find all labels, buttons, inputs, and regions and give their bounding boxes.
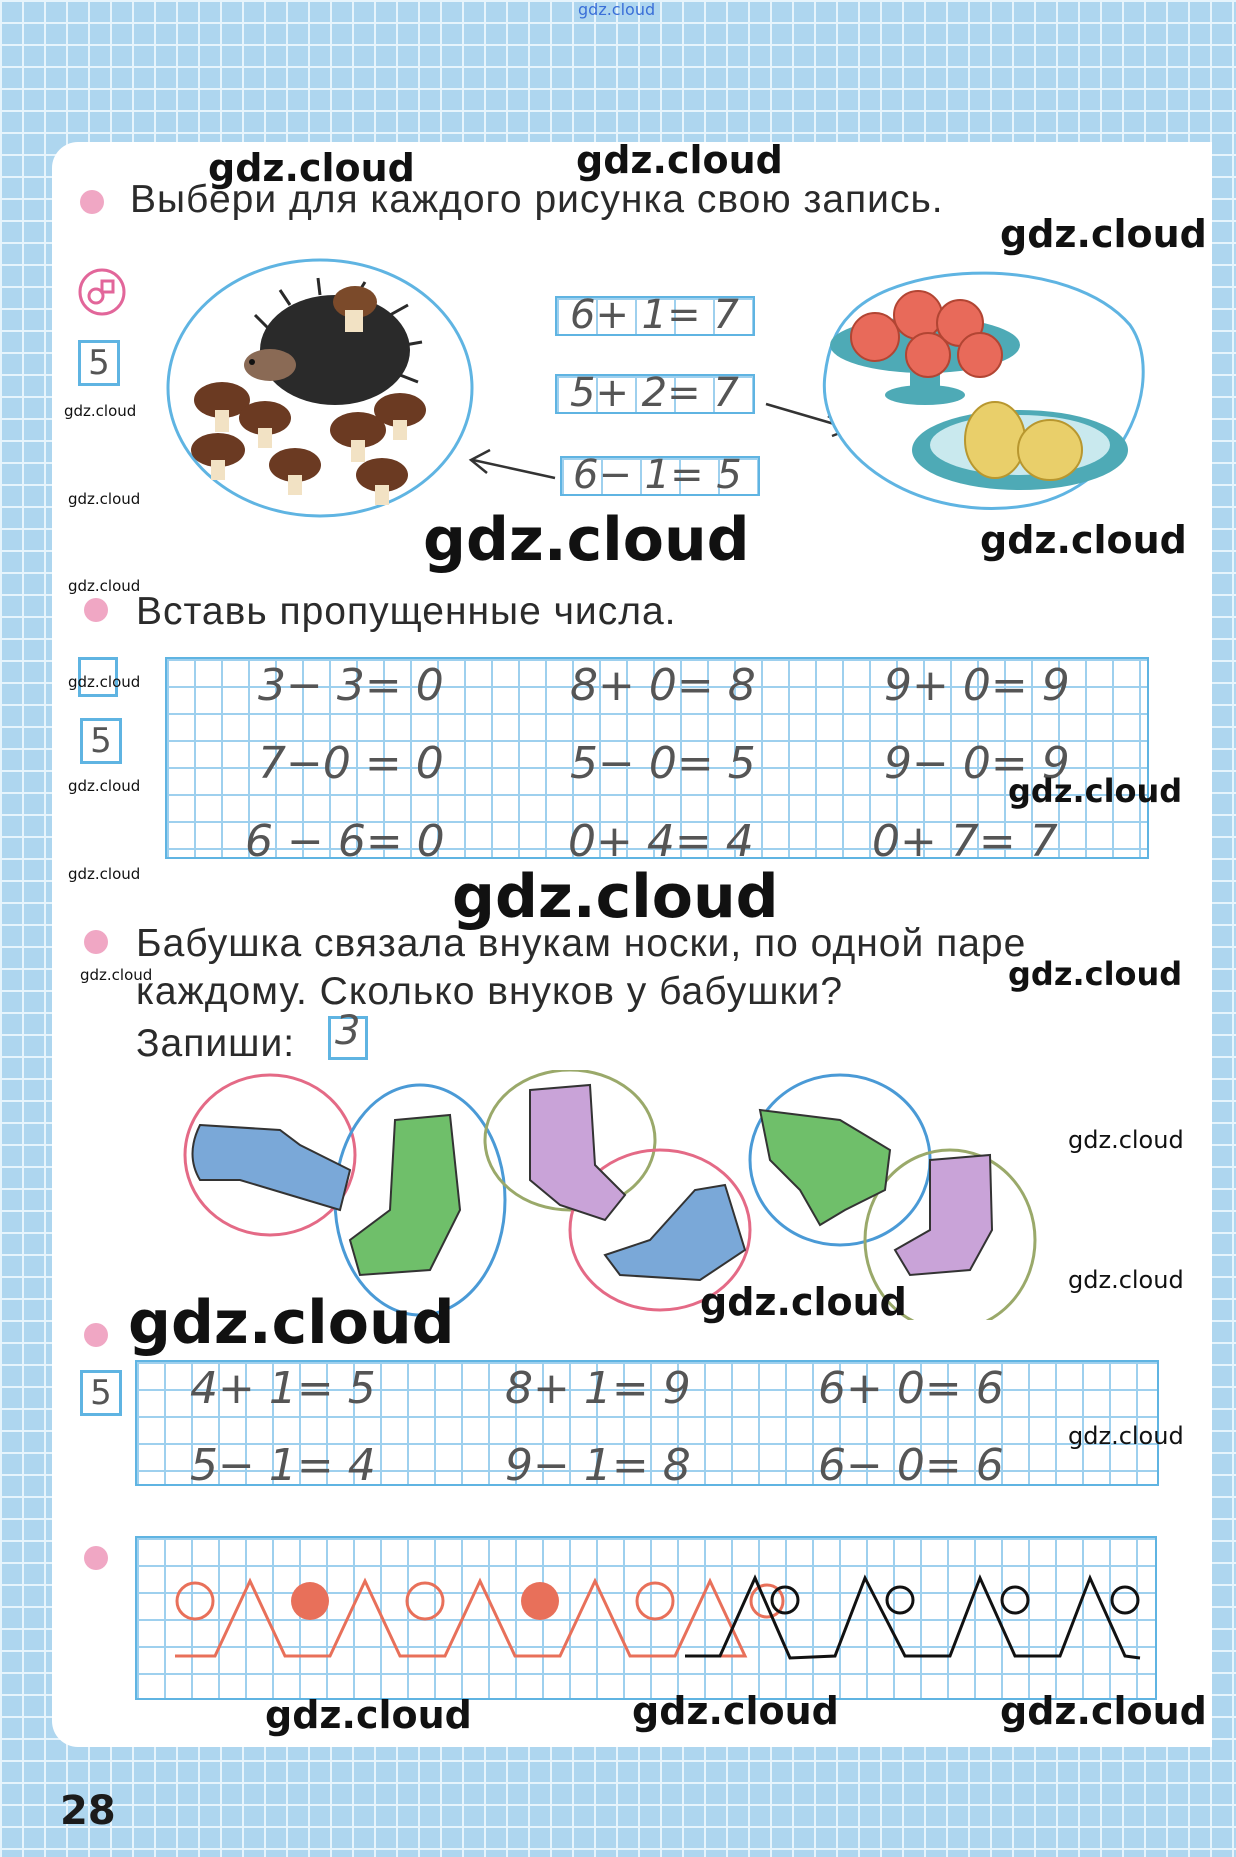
task3-line2: каждому. Сколько внуков у бабушки? (136, 970, 844, 1013)
watermark: gdz.cloud (208, 146, 415, 190)
watermark: gdz.cloud (452, 862, 779, 932)
watermark: gdz.cloud (68, 673, 141, 691)
task1-equation-3: 6− 1= 5 (573, 452, 742, 498)
watermark: gdz.cloud (68, 490, 141, 508)
task3-bullet (84, 930, 108, 954)
task1-type-icon (75, 265, 129, 324)
watermark: gdz.cloud (980, 518, 1187, 562)
task4-r1c3: 6+ 0= 6 (818, 1363, 1004, 1414)
task5-bullet (84, 1546, 108, 1570)
watermark: gdz.cloud (265, 1693, 472, 1737)
task2-r2c1: 7−0 = 0 (258, 738, 444, 789)
watermark: gdz.cloud (1000, 212, 1207, 256)
watermark: gdz.cloud (80, 966, 153, 984)
watermark: gdz.cloud (1008, 772, 1183, 810)
watermark: gdz.cloud (1008, 955, 1183, 993)
task2-r3c3: 0+ 7= 7 (872, 816, 1058, 867)
watermark: gdz.cloud (68, 577, 141, 595)
watermark: gdz.cloud (700, 1280, 907, 1324)
watermark: gdz.cloud (1068, 1126, 1184, 1154)
socks-picture (180, 1070, 1050, 1325)
watermark: gdz.cloud (576, 138, 783, 182)
watermark: gdz.cloud (1000, 1689, 1207, 1733)
arrow-to-hedgehog (465, 448, 560, 493)
task4-bullet (84, 1323, 108, 1347)
task2-r3c1: 6 − 6= 0 (245, 816, 445, 867)
hedgehog-mushrooms-picture (160, 250, 480, 530)
task3-line1: Бабушка связала внукам носки, по одной паре (136, 922, 1027, 965)
task3-answer: 3 (335, 1008, 361, 1054)
watermark: gdz.cloud (423, 505, 750, 575)
fruit-bowls-picture (810, 255, 1155, 525)
task3-line3: Запиши: (136, 1022, 296, 1065)
task1-equation-2: 5+ 2= 7 (570, 370, 739, 416)
task1-side-number: 5 (78, 340, 120, 386)
watermark: gdz.cloud (1068, 1266, 1184, 1294)
watermark: gdz.cloud (68, 865, 141, 883)
task1-bullet (80, 190, 104, 214)
task2-text: Вставь пропущенные числа. (136, 590, 677, 633)
task4-r2c3: 6− 0= 6 (818, 1440, 1004, 1491)
task4-r2c1: 5− 1= 4 (190, 1440, 376, 1491)
task2-r1c1: 3− 3= 0 (258, 660, 444, 711)
page-number: 28 (60, 1788, 116, 1834)
task4-r2c2: 9− 1= 8 (505, 1440, 691, 1491)
task2-r2c2: 5− 0= 5 (570, 738, 756, 789)
header-watermark: gdz.cloud (578, 0, 656, 19)
task2-r1c3: 9+ 0= 9 (884, 660, 1070, 711)
task2-r2c3: 9− 0= 9 (884, 738, 1070, 789)
task1-text: Выбери для каждого рисунка свою запись. (130, 178, 944, 221)
watermark: gdz.cloud (1068, 1422, 1184, 1450)
task2-r1c2: 8+ 0= 8 (570, 660, 756, 711)
watermark: gdz.cloud (64, 402, 137, 420)
pattern-drawing (135, 1536, 1155, 1703)
watermark: gdz.cloud (68, 777, 141, 795)
task4-r1c2: 8+ 1= 9 (505, 1363, 691, 1414)
watermark: gdz.cloud (128, 1288, 455, 1358)
task2-r3c2: 0+ 4= 4 (568, 816, 754, 867)
task1-equation-1: 6+ 1= 7 (570, 292, 739, 338)
task2-side-number: 5 (80, 718, 122, 764)
watermark: gdz.cloud (632, 1689, 839, 1733)
task4-r1c1: 4+ 1= 5 (190, 1363, 376, 1414)
task2-bullet (84, 598, 108, 622)
task4-side-number: 5 (80, 1370, 122, 1416)
